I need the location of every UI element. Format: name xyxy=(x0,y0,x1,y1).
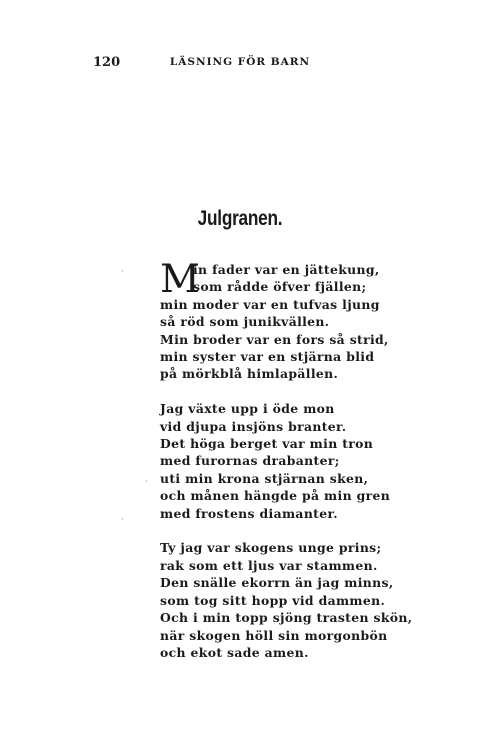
poem-line: på mörkblå himlapällen. xyxy=(160,366,339,382)
poem-line: som rådde öfver fjällen; xyxy=(193,279,367,295)
poem-line: min moder var en tufvas ljung xyxy=(160,296,380,312)
poem-line: Ty jag var skogens unge prins; xyxy=(160,540,382,556)
poem-line: med frostens diamanter. xyxy=(160,505,338,521)
poem-line: Det höga berget var min tron xyxy=(160,436,374,452)
stanza xyxy=(160,257,412,383)
poem-line: Min broder var en fors så strid, xyxy=(160,331,389,347)
poem-line: när skogen höll sin morgonbön xyxy=(160,627,388,643)
poem-line: min syster var en stjärna blid xyxy=(160,349,375,365)
poem-line: Jag växte upp i öde mon xyxy=(160,401,335,417)
poem-body xyxy=(160,257,413,679)
poem-line: med furornas drabanter; xyxy=(160,453,340,469)
poem-line: Och i min topp sjöng trasten skön, xyxy=(160,610,413,626)
poem-line: och ekot sade amen. xyxy=(160,644,309,660)
poem-line: så röd som junikvällen. xyxy=(160,314,330,330)
print-speck: · xyxy=(121,267,124,277)
poem-line: rak som ett ljus var stammen. xyxy=(160,557,378,573)
print-speck: · xyxy=(121,515,124,525)
page-number: 120 xyxy=(93,55,121,70)
stanza xyxy=(160,400,412,522)
print-speck: · xyxy=(145,477,148,487)
poem-title: Julgranen. xyxy=(197,207,283,230)
poem-line: vid djupa insjöns branter. xyxy=(160,418,347,434)
running-title: LÄSNING FÖR BARN xyxy=(169,56,311,68)
drop-cap: M xyxy=(160,257,200,302)
poem-line: in fader var en jättekung, xyxy=(193,262,380,277)
poem-line: Den snälle ekorrn än jag minns, xyxy=(160,575,394,591)
poem-line: och månen hängde på min gren xyxy=(160,488,391,504)
poem-line: som tog sitt hopp vid dammen. xyxy=(160,592,386,608)
poem-line: uti min krona stjärnan sken, xyxy=(160,470,369,486)
stanza xyxy=(160,539,412,661)
